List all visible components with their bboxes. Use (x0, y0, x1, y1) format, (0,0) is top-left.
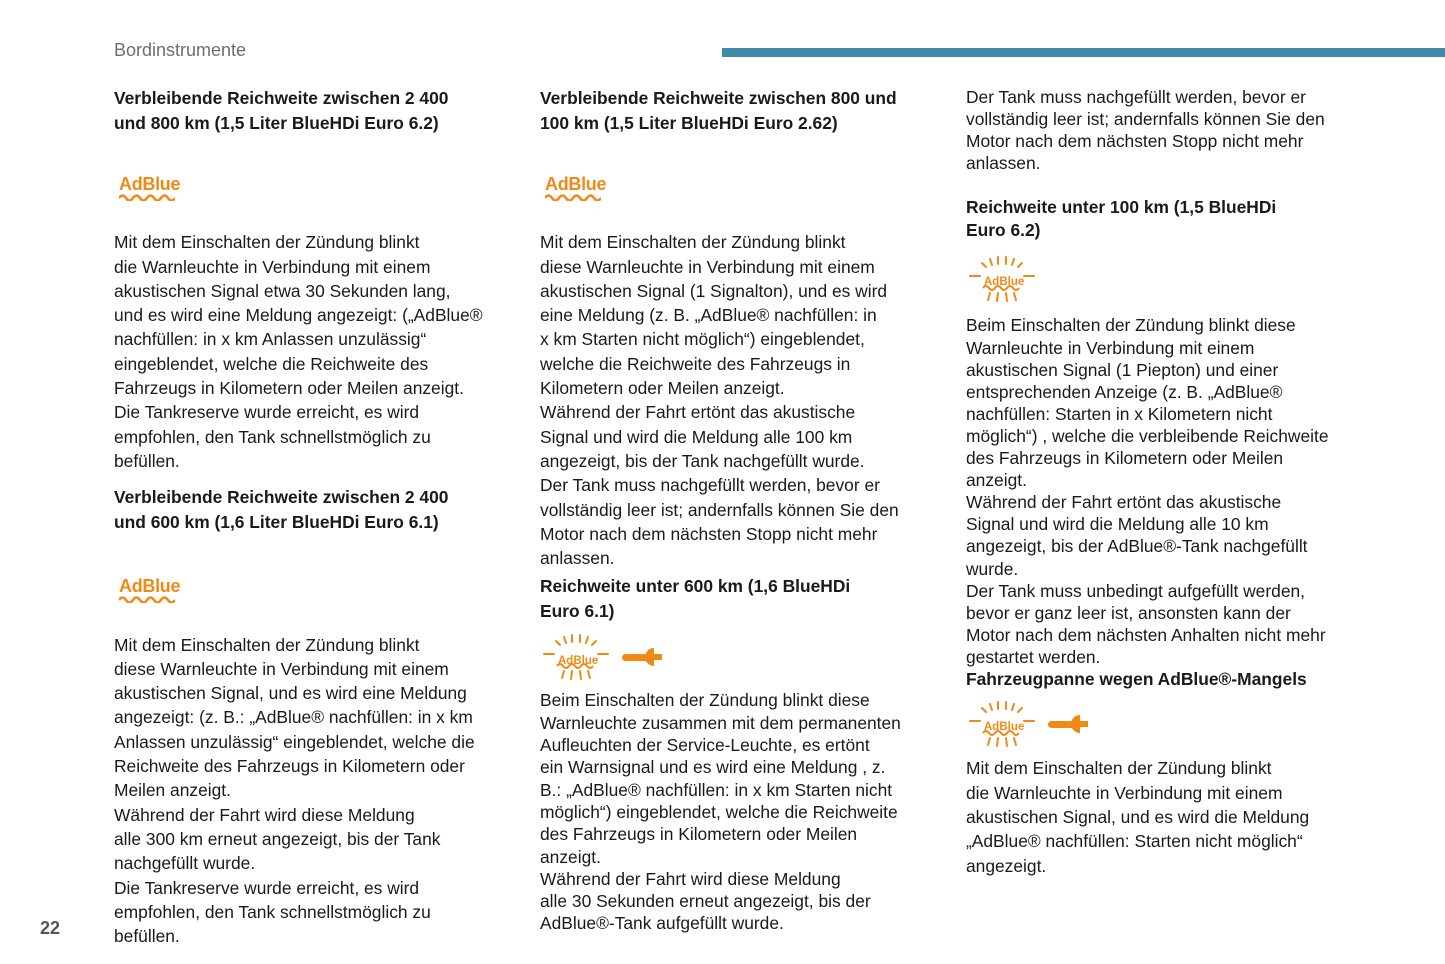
adblue-warning-icon (114, 170, 181, 206)
section-title: Bordinstrumente (114, 40, 247, 60)
adblue-logo-text: AdBlue (545, 174, 607, 194)
paragraph-range-under-600: Beim Einschalten der Zündung blinkt diese Warnleuchte zusammen mit dem permanenten Aufleuchten der Service-Leuchte, es ertönt ein Warnsignal und es wird eine Meldung , z. B.: „AdBlue® nachfüllen: in x km Starten nicht möglich“) eingeblendet, welche die Reichweite des Fahrzeugs in Kilometern oder Meilen anzeigt. Während der Fahrt wird diese Meldung alle 30 Sekunden erneut angezeigt, bis der AdBlue®-Tank aufgefüllt wurde. (540, 690, 901, 934)
paragraph-tank-refill: Der Tank muss nachgefüllt werden, bevor er vollständig leer ist; andernfalls können Sie den Motor nach dem nächsten Stopp nicht mehr anlassen. (966, 87, 1325, 174)
adblue-logo-text: AdBlue (984, 721, 1025, 734)
heading-range-2400-600: Verbleibende Reichweite zwischen 2 400 und 600 km (1,6 Liter BlueHDi Euro 6.1) (114, 487, 449, 532)
header-accent-bar (722, 48, 1445, 57)
adblue-flashing-icon (966, 255, 1038, 303)
column-1 (114, 86, 514, 948)
adblue-logo-text: AdBlue (984, 276, 1025, 289)
column-2 (540, 86, 940, 935)
adblue-warning-icon (540, 170, 607, 206)
adblue-logo-text: AdBlue (119, 576, 181, 597)
heading-adblue-breakdown: Fahrzeugpanne wegen AdBlue®-Mangels (966, 668, 1307, 689)
heading-range-800-100: Verbleibende Reichweite zwischen 800 und 100 km (1,5 Liter BlueHDi Euro 2.62) (540, 88, 897, 133)
wrench-icon (620, 645, 670, 669)
paragraph-adblue-breakdown: Mit dem Einschalten der Zündung blinkt die Warnleuchte in Verbindung mit einem akustischen Signal, und es wird die Meldung „AdBlue® nachfüllen: Starten nicht möglich“ angezeigt. (966, 758, 1310, 876)
adblue-flashing-icon (966, 700, 1038, 748)
warning-icons-row (966, 700, 1366, 748)
adblue-logo-text: AdBlue (558, 655, 599, 668)
paragraph-range-800-100: Mit dem Einschalten der Zündung blinkt diese Warnleuchte in Verbindung mit einem akustischen Signal (1 Signalton), und es wird eine Meldung (z. B. „AdBlue® nachfüllen: in x km Starten nicht möglich“) eingeblendet, welche die Reichweite des Fahrzeugs in Kilometern oder Meilen anzeigt. Während der Fahrt ertönt das akustische Signal und wird die Meldung alle 100 km angezeigt, bis der Tank nachgefüllt wurde. Der Tank muss nachgefüllt werden, bevor er vollständig leer ist; andernfalls können Sie den Motor nach dem nächsten Stopp nicht mehr anlassen. (540, 232, 899, 569)
paragraph-range-2400-800: Mit dem Einschalten der Zündung blinkt die Warnleuchte in Verbindung mit einem akustischen Signal etwa 30 Sekunden lang, und es wird eine Meldung angezeigt: („AdBlue® nachfüllen: in x km Anlassen unzulässig“ eingeblendet, welche die Reichweite des Fahrzeugs in Kilometern oder Meilen anzeigt. Die Tankreserve wurde erreicht, es wird empfohlen, den Tank schnellstmöglich zu befüllen. (114, 232, 483, 471)
warning-icons-row (540, 633, 940, 681)
column-3 (966, 86, 1366, 878)
paragraph-range-under-100: Beim Einschalten der Zündung blinkt diese Warnleuchte in Verbindung mit einem akustischen Signal (1 Piepton) und einer entsprechenden Anzeige (z. B. „AdBlue® nachfüllen: Starten in x Kilometern nicht möglich“) , welche die verbleibende Reichweite des Fahrzeugs in Kilometern oder Meilen anzeigt. Während der Fahrt ertönt das akustische Signal und wird die Meldung alle 10 km angezeigt, bis der AdBlue®-Tank nachgefüllt wurde. Der Tank muss unbedingt aufgefüllt werden, bevor er ganz leer ist, ansonsten kann der Motor nach dem nächsten Anhalten nicht mehr gestartet werden. (966, 315, 1329, 667)
adblue-flashing-icon (540, 633, 612, 681)
wrench-icon (1046, 712, 1096, 736)
page-number: 22 (40, 918, 61, 938)
heading-range-under-600: Reichweite unter 600 km (1,6 BlueHDi Euro 6.1) (540, 576, 851, 621)
adblue-warning-icon (114, 572, 181, 608)
heading-range-under-100: Reichweite unter 100 km (1,5 BlueHDi Euro 6.2) (966, 197, 1277, 240)
paragraph-range-2400-600: Mit dem Einschalten der Zündung blinkt diese Warnleuchte in Verbindung mit einem akustischen Signal, und es wird eine Meldung angezeigt: (z. B.: „AdBlue® nachfüllen: in x km Anlassen unzulässig“ eingeblendet, welche die Reichweite des Fahrzeugs in Kilometern oder Meilen anzeigt. Während der Fahrt wird diese Meldung alle 300 km erneut angezeigt, bis der Tank nachgefüllt wurde. Die Tankreserve wurde erreicht, es wird empfohlen, den Tank schnellstmöglich zu befüllen. (114, 634, 475, 947)
heading-range-2400-800: Verbleibende Reichweite zwischen 2 400 und 800 km (1,5 Liter BlueHDi Euro 6.2) (114, 88, 449, 133)
adblue-logo-text: AdBlue (119, 174, 181, 194)
